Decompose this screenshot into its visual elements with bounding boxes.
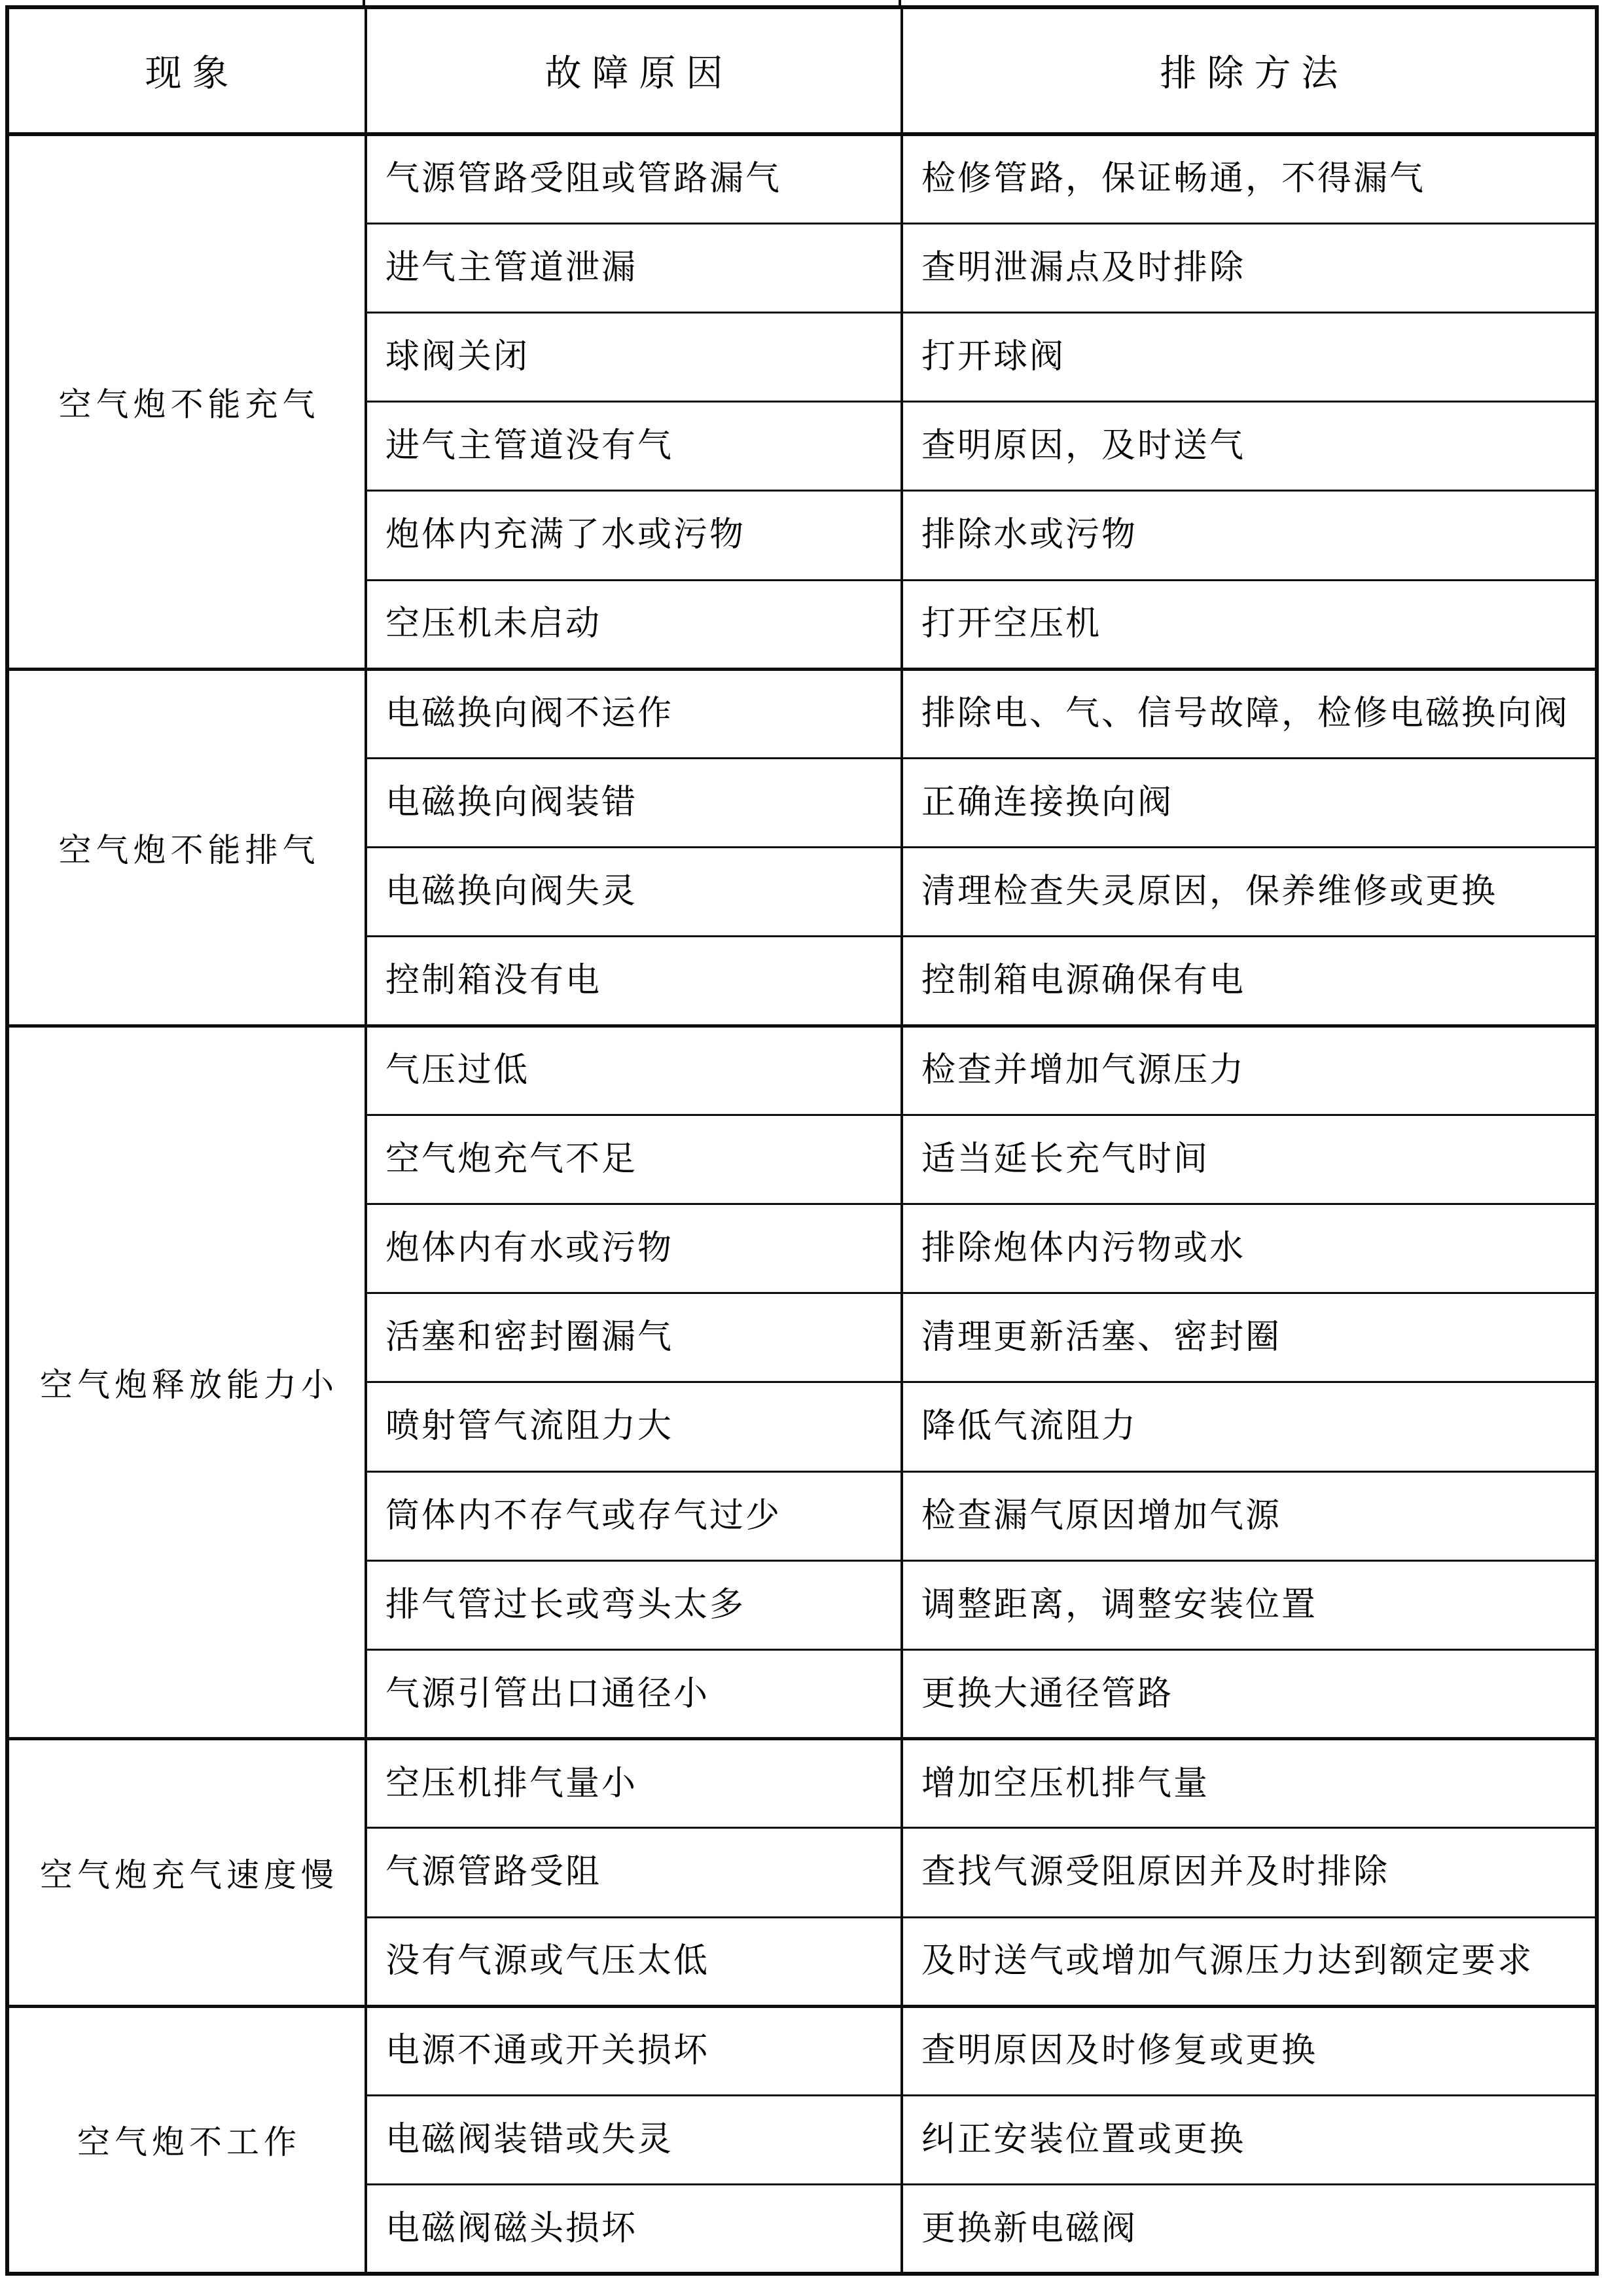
cause-cell: 电磁阀装错或失灵 [366,2095,902,2184]
cause-cell: 电磁换向阀不运作 [366,669,902,758]
cause-cell: 电源不通或开关损坏 [366,2006,902,2095]
col-header-cause: 故障原因 [366,7,902,134]
remedy-cell: 查明泄漏点及时排除 [902,223,1597,312]
remedy-cell: 正确连接换向阀 [902,758,1597,847]
remedy-cell: 排除电、气、信号故障，检修电磁换向阀 [902,669,1597,758]
cause-cell: 空气炮充气不足 [366,1115,902,1204]
cause-cell: 空压机排气量小 [366,1739,902,1828]
cause-cell: 气源管路受阻或管路漏气 [366,134,902,223]
cause-cell: 球阀关闭 [366,312,902,401]
cause-cell: 进气主管道没有气 [366,402,902,491]
remedy-cell: 查明原因，及时送气 [902,402,1597,491]
table-row [7,1739,1597,1828]
remedy-cell: 打开球阀 [902,312,1597,401]
cause-cell: 控制箱没有电 [366,937,902,1026]
col-header-phenomenon: 现象 [7,7,366,134]
cause-cell: 气源引管出口通径小 [366,1649,902,1738]
cause-cell: 气源管路受阻 [366,1828,902,1917]
cause-cell: 喷射管气流阻力大 [366,1382,902,1471]
remedy-cell: 控制箱电源确保有电 [902,937,1597,1026]
scan-artifact-tick [899,0,901,7]
cause-cell: 排气管过长或弯头太多 [366,1560,902,1649]
remedy-cell: 打开空压机 [902,580,1597,669]
remedy-cell: 检查并增加气源压力 [902,1026,1597,1115]
troubleshooting-table [5,5,1599,2276]
cause-cell: 电磁换向阀装错 [366,758,902,847]
troubleshooting-table-wrap [5,5,1599,2276]
phenomenon-cell: 空气炮充气速度慢 [7,1739,366,2007]
phenomenon-cell: 空气炮释放能力小 [7,1026,366,1739]
remedy-cell: 更换新电磁阀 [902,2185,1597,2274]
cause-cell: 电磁阀磁头损坏 [366,2185,902,2274]
col-header-remedy: 排除方法 [902,7,1597,134]
cause-cell: 电磁换向阀失灵 [366,848,902,937]
table-row [7,669,1597,758]
remedy-cell: 降低气流阻力 [902,1382,1597,1471]
cause-cell: 筒体内不存气或存气过少 [366,1471,902,1560]
remedy-cell: 调整距离，调整安装位置 [902,1560,1597,1649]
remedy-cell: 查找气源受阻原因并及时排除 [902,1828,1597,1917]
phenomenon-cell: 空气炮不能充气 [7,134,366,669]
remedy-cell: 更换大通径管路 [902,1649,1597,1738]
cause-cell: 炮体内充满了水或污物 [366,491,902,580]
remedy-cell: 增加空压机排气量 [902,1739,1597,1828]
table-row [7,1026,1597,1115]
header-row [7,7,1597,134]
cause-cell: 活塞和密封圈漏气 [366,1293,902,1382]
cause-cell: 炮体内有水或污物 [366,1204,902,1293]
scan-artifact-tick [363,0,365,7]
remedy-cell: 查明原因及时修复或更换 [902,2006,1597,2095]
cause-cell: 空压机未启动 [366,580,902,669]
remedy-cell: 检修管路，保证畅通，不得漏气 [902,134,1597,223]
remedy-cell: 清理检查失灵原因，保养维修或更换 [902,848,1597,937]
remedy-cell: 清理更新活塞、密封圈 [902,1293,1597,1382]
remedy-cell: 检查漏气原因增加气源 [902,1471,1597,1560]
remedy-cell: 纠正安装位置或更换 [902,2095,1597,2184]
table-row [7,2006,1597,2095]
remedy-cell: 排除水或污物 [902,491,1597,580]
cause-cell: 气压过低 [366,1026,902,1115]
cause-cell: 进气主管道泄漏 [366,223,902,312]
remedy-cell: 适当延长充气时间 [902,1115,1597,1204]
phenomenon-cell: 空气炮不能排气 [7,669,366,1026]
phenomenon-cell: 空气炮不工作 [7,2006,366,2274]
remedy-cell: 及时送气或增加气源压力达到额定要求 [902,1917,1597,2006]
table-row [7,134,1597,223]
cause-cell: 没有气源或气压太低 [366,1917,902,2006]
remedy-cell: 排除炮体内污物或水 [902,1204,1597,1293]
